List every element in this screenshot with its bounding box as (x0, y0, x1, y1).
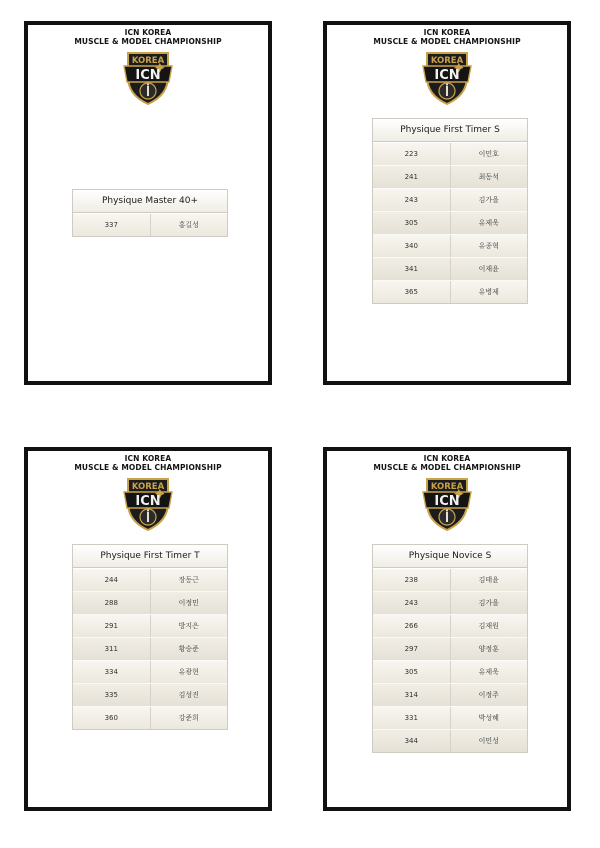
athlete-name: 유제욱 (478, 668, 499, 676)
athlete-number: 311 (73, 638, 151, 660)
category-table (372, 118, 528, 304)
athlete-name: 최동석 (478, 173, 499, 181)
table-row (373, 142, 527, 165)
championship-title-line2: MUSCLE & MODEL CHAMPIONSHIP (373, 37, 521, 46)
athlete-number: 244 (73, 569, 151, 591)
logo-korea-text: KOREA (430, 56, 464, 66)
category-title: Physique Master 40+ (73, 190, 227, 213)
table-row (373, 706, 527, 729)
athlete-name: 홍길성 (178, 221, 199, 229)
table-row (373, 234, 527, 257)
athlete-name: 유광현 (178, 668, 199, 676)
athlete-number: 334 (73, 661, 151, 683)
category-title: Physique First Timer T (73, 545, 227, 568)
championship-header (327, 28, 567, 107)
athlete-number: 288 (73, 592, 151, 614)
athlete-number: 340 (373, 235, 451, 257)
athlete-name: 박성혜 (478, 714, 499, 722)
table-row (73, 683, 227, 706)
championship-header (327, 454, 567, 533)
icn-korea-logo (417, 47, 477, 107)
athlete-number: 238 (373, 569, 451, 591)
table-row (373, 165, 527, 188)
table-row (73, 706, 227, 729)
championship-header (28, 28, 268, 107)
table-row (73, 614, 227, 637)
athlete-number: 337 (73, 214, 151, 236)
table-row (373, 637, 527, 660)
athlete-name: 장동근 (178, 576, 199, 584)
table-row (373, 280, 527, 303)
athlete-number: 243 (373, 189, 451, 211)
table-row (373, 729, 527, 752)
championship-title-line2: MUSCLE & MODEL CHAMPIONSHIP (373, 463, 521, 472)
athlete-name: 이민성 (478, 737, 499, 745)
athlete-name: 방지은 (178, 622, 199, 630)
athlete-number: 297 (373, 638, 451, 660)
icn-korea-logo (417, 473, 477, 533)
table-row (73, 568, 227, 591)
scoresheet-card (24, 21, 272, 385)
athlete-name: 이재윤 (478, 265, 499, 273)
athlete-name: 이정민 (178, 599, 199, 607)
athlete-number: 243 (373, 592, 451, 614)
championship-header (28, 454, 268, 533)
logo-korea-text: KOREA (131, 482, 165, 492)
athlete-name: 김가을 (478, 599, 499, 607)
table-row (73, 660, 227, 683)
championship-title-line1: ICN KOREA (124, 454, 172, 463)
athlete-name: 유종혁 (478, 242, 499, 250)
championship-title-line2: MUSCLE & MODEL CHAMPIONSHIP (74, 37, 222, 46)
championship-title-line1: ICN KOREA (124, 28, 172, 37)
logo-korea-text: KOREA (131, 56, 165, 66)
athlete-number: 223 (373, 143, 451, 165)
championship-title-line1: ICN KOREA (423, 28, 471, 37)
table-row (373, 683, 527, 706)
athlete-number: 291 (73, 615, 151, 637)
table-row (373, 211, 527, 234)
logo-icn-text: ICN (434, 494, 460, 509)
category-title: Physique First Timer S (373, 119, 527, 142)
athlete-name: 이민호 (478, 150, 499, 158)
category-table (372, 544, 528, 753)
athlete-name: 김가을 (478, 196, 499, 204)
athlete-number: 341 (373, 258, 451, 280)
table-row (73, 213, 227, 236)
athlete-name: 김태윤 (478, 576, 499, 584)
icn-korea-logo (118, 47, 178, 107)
table-row (373, 660, 527, 683)
athlete-number: 314 (373, 684, 451, 706)
athlete-number: 365 (373, 281, 451, 303)
logo-icn-text: ICN (135, 494, 161, 509)
athlete-name: 강준희 (178, 714, 199, 722)
championship-title-line2: MUSCLE & MODEL CHAMPIONSHIP (74, 463, 222, 472)
athlete-number: 360 (73, 707, 151, 729)
logo-icn-text: ICN (434, 68, 460, 83)
athlete-number: 266 (373, 615, 451, 637)
athlete-number: 305 (373, 661, 451, 683)
scoresheet-card (323, 447, 571, 811)
icn-korea-logo (118, 473, 178, 533)
athlete-name: 황승준 (178, 645, 199, 653)
athlete-name: 김성진 (178, 691, 199, 699)
athlete-name: 유제욱 (478, 219, 499, 227)
championship-title-line1: ICN KOREA (423, 454, 471, 463)
table-row (373, 568, 527, 591)
category-table (72, 189, 228, 237)
table-row (373, 591, 527, 614)
category-title: Physique Novice S (373, 545, 527, 568)
table-row (73, 637, 227, 660)
table-row (373, 188, 527, 211)
athlete-number: 331 (373, 707, 451, 729)
athlete-name: 유병제 (478, 288, 499, 296)
athlete-name: 양정훈 (478, 645, 499, 653)
table-row (373, 614, 527, 637)
scoresheet-card (24, 447, 272, 811)
logo-icn-text: ICN (135, 68, 161, 83)
scoresheet-card (323, 21, 571, 385)
athlete-number: 305 (373, 212, 451, 234)
category-table (72, 544, 228, 730)
athlete-name: 김재원 (478, 622, 499, 630)
table-row (73, 591, 227, 614)
table-row (373, 257, 527, 280)
athlete-number: 335 (73, 684, 151, 706)
athlete-number: 344 (373, 730, 451, 752)
logo-korea-text: KOREA (430, 482, 464, 492)
athlete-number: 241 (373, 166, 451, 188)
athlete-name: 이정주 (478, 691, 499, 699)
